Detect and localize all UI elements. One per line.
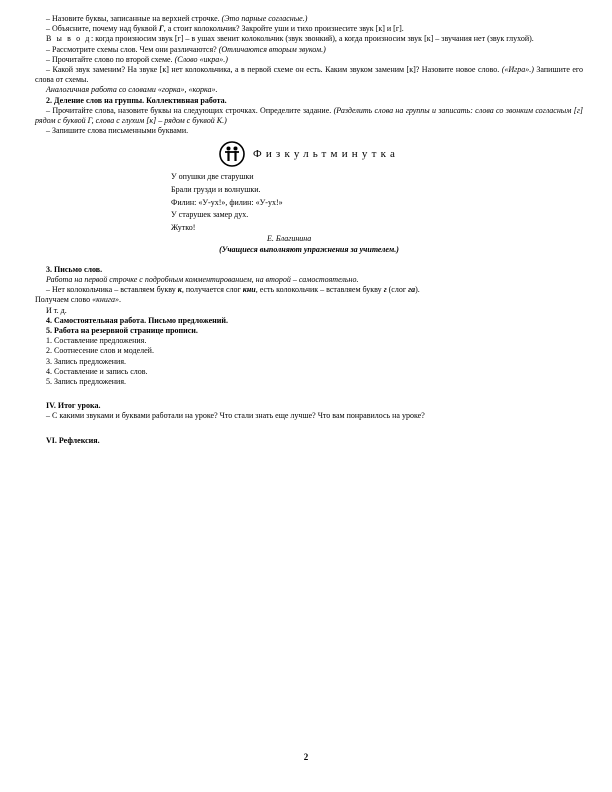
- list-item: 5. Запись предложения.: [46, 377, 127, 387]
- steps-list: [35, 336, 583, 387]
- poem-line: Филин: «У-ух!», филин: «У-ух!»: [171, 197, 283, 207]
- paragraph-replace-sound: – Какой звук заменим? На звуке [к] нет колокольчика, а в первой схеме он есть. Каким звуком заменим [к]? Назовите новое слово. («Игра».) Запишите его слова от схемы.: [35, 65, 584, 85]
- section-heading-4: 4. Самостоятельная работа. Письмо предложений.: [46, 315, 228, 325]
- document-body: [35, 14, 583, 446]
- list-item: 1. Составление предложения.: [46, 336, 147, 346]
- poem-line: Брали грузди и волнушки.: [171, 185, 261, 195]
- section-heading-iv: IV. Итог урока.: [46, 401, 101, 411]
- poem-line: У старушек замер дух.: [171, 210, 249, 220]
- poem: [35, 171, 583, 234]
- section-heading-2: 2. Деление слов на группы. Коллективная работа.: [46, 95, 227, 105]
- paragraph-etc: И т. д.: [46, 305, 67, 315]
- section-heading-3: 3. Письмо слов.: [46, 264, 103, 274]
- page-number: 2: [303, 752, 309, 762]
- paragraph-schemes: – Рассмотрите схемы слов. Чем они различаются? (Отличаются вторым звуком.): [46, 44, 326, 54]
- list-item: 3. Запись предложения.: [46, 356, 127, 366]
- fizminutka-note: (Учащиеся выполняют упражнения за учителем.): [219, 244, 399, 254]
- paragraph-result-word: Получаем слово «книга».: [35, 295, 121, 305]
- paragraph-conclusion: В ы в о д: когда произносим звук [г] – в ушах звенит колокольчик (звук звонкий), а когда произносим звук [к] – звучания нет (звук глухой).: [46, 34, 534, 44]
- section-heading-5: 5. Работа на резервной странице прописи.: [46, 326, 198, 336]
- paragraph-explain: – Объясните, почему над буквой Г, а стоит колокольчик? Закройте уши и тихо произнесите звук [к] и [г].: [46, 24, 404, 34]
- two-figures-icon: [219, 141, 245, 167]
- paragraph-write-words: – Запишите слова письменными буквами.: [46, 126, 189, 136]
- paragraph-first-line-work: Работа на первой строчке с подробным комментированием, на второй – самостоятельно.: [46, 275, 359, 285]
- paragraph-summary: – С какими звуками и буквами работали на уроке? Что стали знать еще лучше? Что вам понравилось на уроке?: [46, 411, 425, 421]
- poem-line: У опушки две старушки: [171, 172, 254, 182]
- fizminutka-header: [35, 141, 583, 167]
- paragraph-analogous: Аналогичная работа со словами «горка», «корка».: [46, 85, 218, 95]
- list-item: 4. Составление и запись слов.: [46, 366, 148, 376]
- fizminutka-title: Физкультминутка: [252, 148, 400, 161]
- section-heading-vi: VI. Рефлексия.: [46, 435, 100, 445]
- poem-author: Е. Благинина: [267, 234, 312, 244]
- paragraph-second-scheme: – Прочитайте слово по второй схеме. (Слово «икра».): [46, 54, 228, 64]
- list-item: 2. Соотнесение слов и моделей.: [46, 346, 154, 356]
- paragraph-name-letters: – Назовите буквы, записанные на верхней строчке. (Это парные согласные.): [46, 14, 308, 23]
- poem-line: Жутко!: [171, 222, 196, 232]
- paragraph-read-words: – Прочитайте слова, назовите буквы на следующих строчках. Определите задание. (Разделить слова на группы и записать: слова со звонким согласным [г] рядом с буквой Г, слова с глухим [к] – рядом с буквой К.): [35, 105, 583, 126]
- paragraph-bell: – Нет колокольчика – вставляем букву к, получается слог кни, есть колокольчик – вставляем букву г (слог га).: [46, 285, 420, 295]
